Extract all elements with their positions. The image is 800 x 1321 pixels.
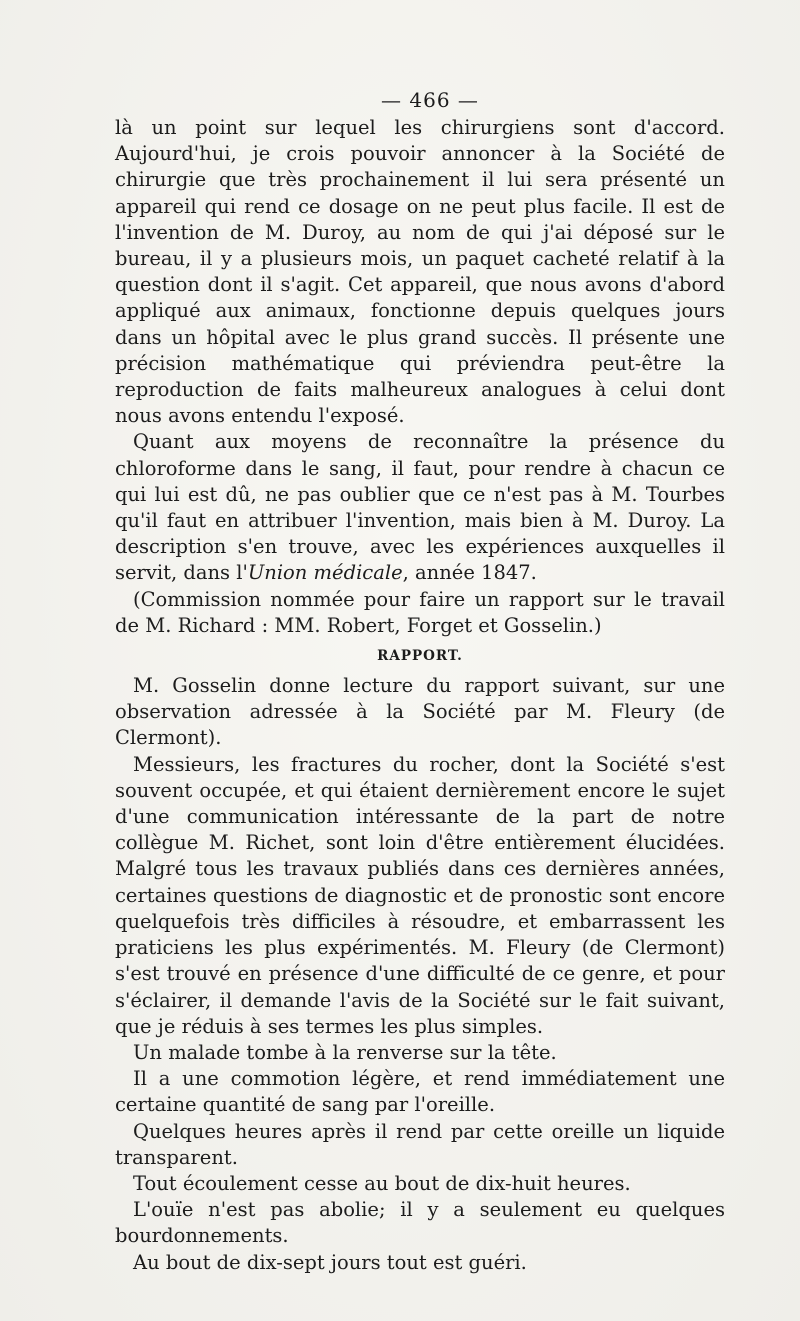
page-number: — 466 — xyxy=(381,88,479,112)
section-heading-rapport: RAPPORT. xyxy=(377,648,463,665)
paragraph-fractures: Messieurs, les fractures du rocher, dont la Société s'est souvent occupée, et qui étaient dernièrement encore le sujet d'une communication intéressante de la part de notre collègue M. Richet, sont loin d'être entièrement élucidées. Malgré tous les travaux publiés dans ces dernières années, certaines questions de diagnostic et de pronostic sont encore quelquefois très difficiles à résoudre, et embarrassent les praticiens les plus expérimentés. M. Fleury (de Clermont) s'est trouvé en présence d'une difficulté de ce genre, et pour s'éclairer, il demande l'avis de la Société sur le fait suivant, que je réduis à ses termes les plus simples. xyxy=(115,752,725,1038)
journal-title: Union médicale xyxy=(247,561,403,585)
paragraph-case-healed: Au bout de dix-sept jours tout est guéri. xyxy=(133,1250,527,1274)
paragraph-case-flow-stops: Tout écoulement cesse au bout de dix-huit heures. xyxy=(133,1171,631,1195)
paragraph-case-fall: Un malade tombe à la renverse sur la tête. xyxy=(133,1040,557,1064)
paragraph-case-commotion: Il a une commotion légère, et rend immédiatement une certaine quantité de sang par l'oreille. xyxy=(115,1067,725,1117)
paragraph-dosage: là un point sur lequel les chirurgiens sont d'accord. Aujourd'hui, je crois pouvoir annoncer à la Société de chirurgie que très prochainement il lui sera présenté un appareil qui rend ce dosage on ne peut plus facile. Il est de l'invention de M. Duroy, au nom de qui j'ai déposé sur le bureau, il y a plusieurs mois, un paquet cacheté relatif à la question dont il s'agit. Cet appareil, que nous avons d'abord appliqué aux animaux, fonctionne depuis quelques jours dans un hôpital avec le plus grand succès. Il présente une précision mathématique qui préviendra peut-être la reproduction de faits malheureux analogues à celui dont nous avons entendu l'exposé. xyxy=(115,116,725,428)
paragraph-case-liquid: Quelques heures après il rend par cette oreille un liquide transparent. xyxy=(115,1119,725,1169)
paragraph-gosselin-intro: M. Gosselin donne lecture du rapport suivant, sur une observation adressée à la Société par M. Fleury (de Clermont). xyxy=(115,674,725,750)
paragraph-chloroform-text: Quant aux moyens de reconnaître la présence du chloroforme dans le sang, il faut, pour rendre à chacun ce qui lui est dû, ne pas oublier que ce n'est pas à M. Tourbes qu'il faut en attribuer l'invention, mais bien à M. Duroy. La description s'en trouve, avec les expériences auxquelles il servit, dans l' xyxy=(115,430,725,585)
paragraph-chloroform-detection xyxy=(115,429,725,586)
paragraph-chloroform-year: , année 1847. xyxy=(402,561,537,585)
paragraph-case-hearing: L'ouïe n'est pas abolie; il y a seulement eu quelques bourdonnements. xyxy=(115,1198,725,1248)
paragraph-commission: (Commission nommée pour faire un rapport sur le travail de M. Richard : MM. Robert, Forget et Gosselin.) xyxy=(115,587,725,637)
body-text xyxy=(115,115,725,1276)
